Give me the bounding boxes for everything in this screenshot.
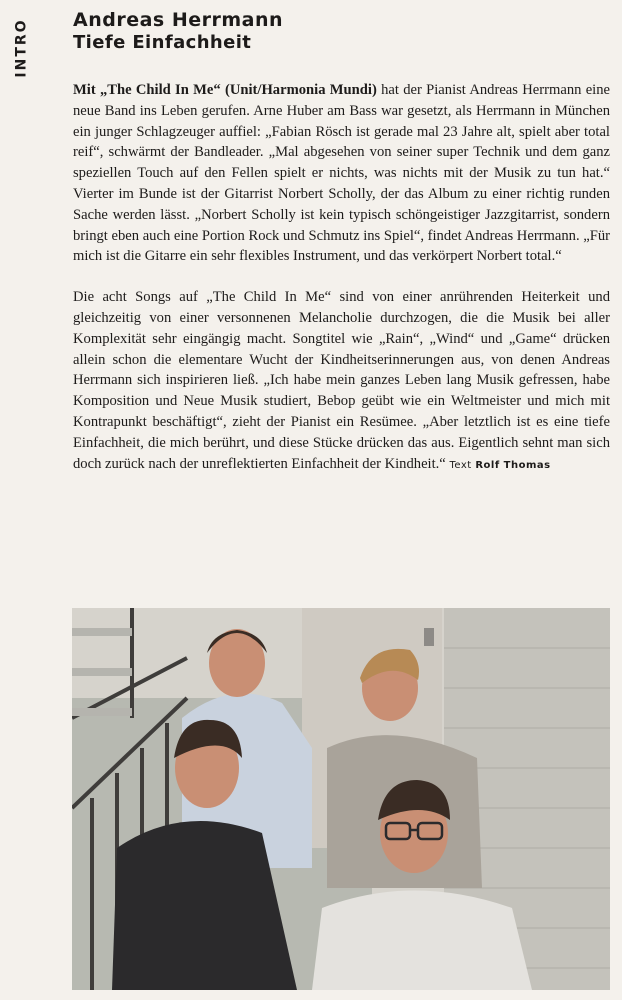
band-photo-illustration [72,608,610,990]
section-label [12,8,32,88]
article-subtitle: Tiefe Einfachheit [73,32,252,53]
article-header [73,8,613,54]
article-body [73,80,610,476]
paragraph-1-text: hat der Pianist Andreas Herrmann eine neue Band ins Leben gerufen. Arne Huber am Bass war gesetzt, als Herrmann in München ein junger Schlagzeuger auffiel: „Fabian Rösch ist gerade mal 23 Jahre alt, spielt aber total reif“, schwärmt der Bandleader. „Mal abgesehen von seiner super Technik und dem ganz speziellen Touch auf den Fellen spielt er nichts, was nichts mit der Musik zu tun hat.“ Vierter im Bunde ist der Gitarrist Norbert Scholly, der das Album zu einer richtig runden Sache werden lässt. „Norbert Scholly ist kein typisch schöngeistiger Jazzgitarrist, sondern bringt eben auch eine Portion Rock und Schmutz ins Spiel“, findet Andreas Herrmann. „Für mich ist die Gitarre ein sehr flexibles Instrument, und das verkörpert Norbert total.“ [73,82,611,265]
album-lead: Mit „The Child In Me“ (Unit/Harmonia Mundi) [73,82,377,98]
article-author-title: Andreas Herrmann [73,9,284,31]
band-photo [72,608,610,990]
photo-switch [424,628,434,646]
section-label-text: INTRO [14,18,31,78]
paragraph-2 [73,287,610,476]
paragraph-2-text: Die acht Songs auf „The Child In Me“ sind von einer anrührenden Heiterkeit und gleichzeitig von einer versonnenen Melancholie durchzogen, die die Musik bei aller Komplexität sehr eingängig macht. Songtitel wie „Rain“, „Wind“ und „Game“ drücken allein schon die elementare Wucht der Kindheitserinnerungen aus, von denen Andreas Herrmann sich inspirieren ließ. „Ich habe mein ganzes Leben lang Musik gefressen, habe Komposition und Neue Musik studiert, Bebop geübt wie ein Weltmeister und mich mit Kontrapunkt beschäftigt“, zieht der Pianist ein Resümee. „Aber letztlich ist es eine tiefe Einfachheit, die mich berührt, und diese Stücke drücken das aus. Eigentlich sehnt man sich doch zurück nach der unreflektierten Einfachheit der Kindheit.“ [73,289,610,472]
paragraph-1 [73,80,610,267]
credit-name: Rolf Thomas [475,459,551,471]
credit-label: Text [449,459,472,471]
